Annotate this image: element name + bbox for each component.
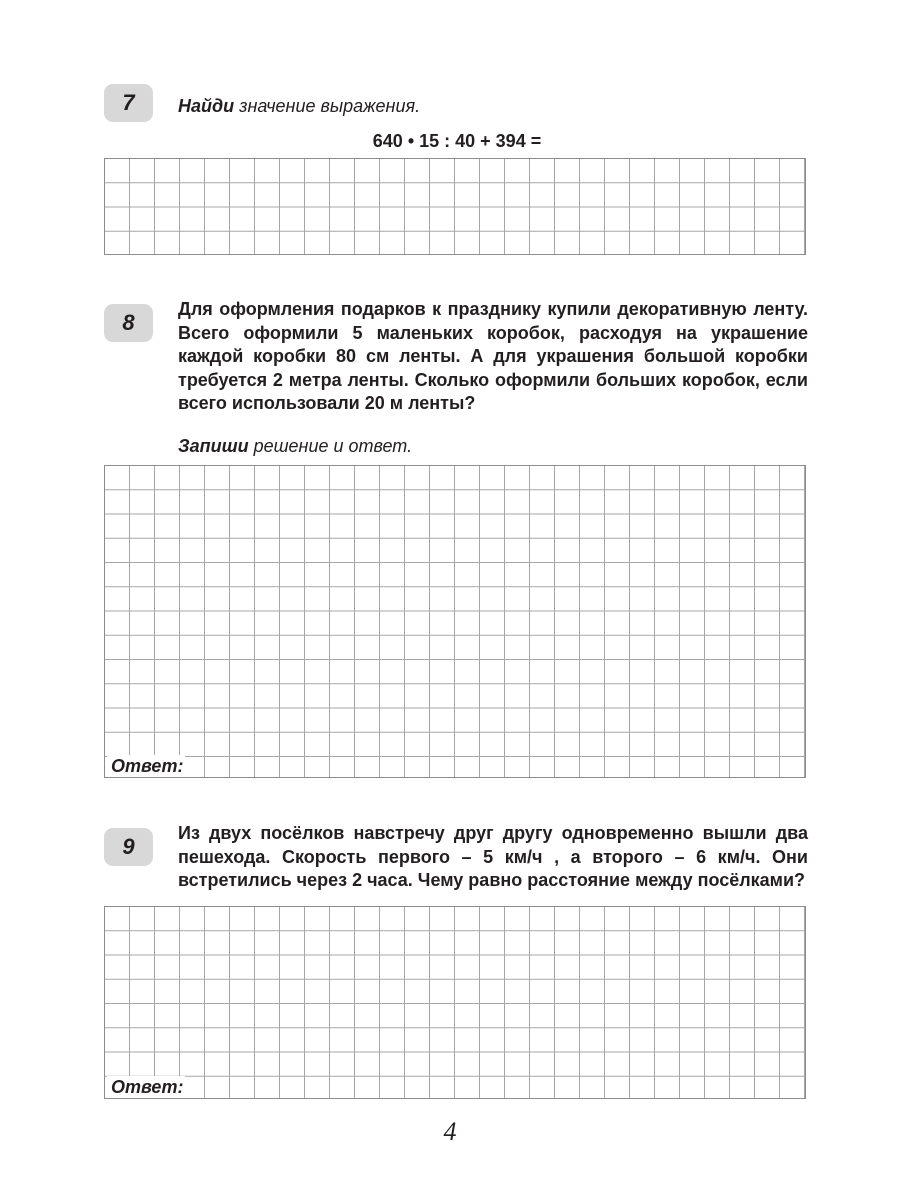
task-7-expression: 640 • 15 : 40 + 394 = [372, 131, 542, 151]
task-8-instruction-rest: решение и ответ. [248, 436, 413, 456]
task-number-badge-8: 8 [104, 304, 153, 342]
task-9-answer-grid[interactable] [104, 906, 806, 1099]
task-8-answer-label: Ответ: [107, 755, 185, 777]
task-8-answer-grid[interactable] [104, 465, 806, 778]
page-number: 4 [443, 1117, 457, 1146]
task-8-instruction [178, 435, 412, 457]
task-9-answer-label: Ответ: [107, 1076, 185, 1098]
task-8-text: Для оформления подарков к празднику купили декоративную ленту. Всего оформили 5 маленьких коробок, расходуя на украшение каждой коробки 80 см ленты. А для украшения большой коробки требуется 2 метра ленты. Сколько оформили больших коробок, если всего использовали 20 м ленты? [178, 299, 808, 413]
task-9-text: Из двух посёлков навстречу друг другу одновременно вышли два пешехода. Скорость первого – 5 км/ч , а второго – 6 км/ч. Они встретились через 2 часа. Чему равно расстояние между посёлками? [178, 823, 808, 890]
task-7-answer-grid[interactable] [104, 158, 806, 255]
task-7-instruction [178, 95, 420, 117]
task-number-badge-7: 7 [104, 84, 153, 122]
task-8-instruction-verb: Запиши [178, 436, 249, 456]
task-7-instruction-verb: Найди [178, 96, 235, 116]
task-number-badge-9: 9 [104, 828, 153, 866]
task-7-instruction-rest: значение выражения. [234, 96, 421, 116]
